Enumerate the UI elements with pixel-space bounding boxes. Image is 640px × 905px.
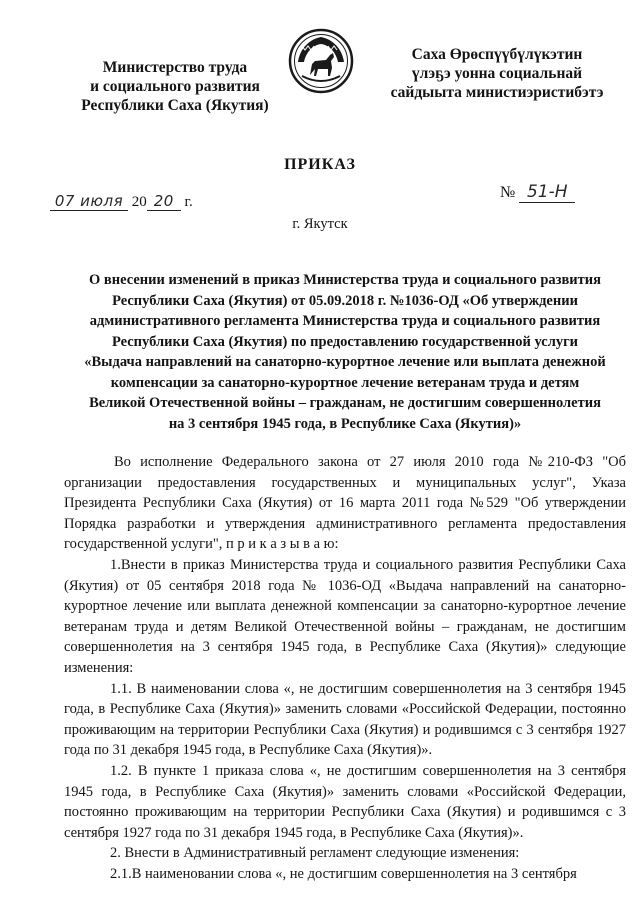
preamble-paragraph: Во исполнение Федерального закона от 27 июля 2010 года №210-ФЗ "Об организации предоставления государственных и муниципальных услуг", Указа Президента Республики Саха (Якутия) от 16 марта 2011 года №529 "Об утверждении Порядка разработки и утверждения административного регламента предоставления государственной услуги", п р и к а з ы в а ю: (64, 454, 626, 553)
city-label: г. Якутск (292, 216, 348, 232)
ministry-name-line: сайдыыта министиэристибэтэ (390, 84, 604, 101)
document-title: ПРИКАЗ (284, 156, 356, 173)
order-subject (60, 270, 630, 434)
subject-line: на 3 сентября 1945 года, в Республике Саха (Якутия)» (168, 415, 522, 432)
ministry-name-line: Республики Саха (Якутия) (81, 97, 269, 114)
ministry-name-sakha (372, 45, 622, 102)
subject-line: Республики Саха (Якутия) от 05.09.2018 г. №1036-ОД «Об утверждении (112, 292, 578, 309)
subject-line: Республики Саха (Якутия) по предоставлению государственной услуги (111, 333, 579, 350)
date-year-label: г. (184, 194, 193, 210)
item-1-1-paragraph: 1.1. В наименовании слова «, не достигшим совершеннолетия на 3 сентября 1945 года, в Республике Саха (Якутия)» заменить словами «Российской Федерации, постоянно проживающим на территории Республики Саха (Якутия) и родившимся с 3 сентября 1927 года по 31 декабря 1945 года, в Республике Саха (Якутия)». (64, 680, 626, 759)
subject-line: О внесении изменений в приказ Министерства труда и социального развития (89, 272, 601, 288)
sakha-republic-emblem-icon (288, 28, 354, 94)
date-year-suffix: 20 (147, 192, 181, 211)
ministry-name-line: үлэҕэ уонна социальнай (411, 65, 583, 82)
date-day-month: 07 июля (50, 192, 128, 211)
number-value: 51-Н (519, 182, 575, 203)
order-number (500, 182, 575, 203)
ministry-name-line: Министерство труда (102, 59, 248, 76)
date-year-prefix: 20 (131, 194, 147, 210)
item-1-paragraph: 1.Внести в приказ Министерства труда и социального развития Республики Саха (Якутия) от 05 сентября 2018 года № 1036-ОД «Выдача направлений на санаторно-курортное лечение или выплата денежной компенсации за санаторно-курортное лечение ветеранам труда и детям Великой Отечественной войны – гражданам, не достигшим совершеннолетия на 3 сентября 1945 года, в Республике Саха (Якутия)» следующие изменения: (64, 556, 626, 676)
order-date (50, 192, 193, 211)
item-2-1-paragraph: 2.1.В наименовании слова «, не достигшим совершеннолетия на 3 сентября (110, 865, 577, 882)
item-2-paragraph: 2. Внести в Административный регламент следующие изменения: (110, 845, 520, 862)
number-sign: № (500, 184, 516, 201)
subject-line: «Выдача направлений на санаторно-курортное лечение или выплата денежной (84, 354, 606, 370)
order-body (64, 452, 626, 884)
ministry-name-line: Саха Өрөспүүбүлүкэтин (411, 46, 583, 63)
ministry-name-russian (60, 58, 290, 115)
subject-line: Великой Отечественной войны – гражданам, не достигшим совершеннолетия (89, 395, 601, 411)
subject-line: административного регламента Министерства труда и социального развития (89, 313, 601, 329)
ministry-name-line: и социального развития (90, 78, 260, 95)
item-1-2-paragraph: 1.2. В пункте 1 приказа слова «, не достигшим совершеннолетия на 3 сентября 1945 года, в Республике Саха (Якутия)» заменить словами «Российской Федерации, постоянно проживающим на территории Республики Саха (Якутия) и родившимся с 3 сентября 1927 года по 31 декабря 1945 года, в Республике Саха (Якутия)». (64, 762, 626, 841)
subject-line: компенсации за санаторно-курортное лечение ветеранам труда и детям (110, 374, 580, 391)
